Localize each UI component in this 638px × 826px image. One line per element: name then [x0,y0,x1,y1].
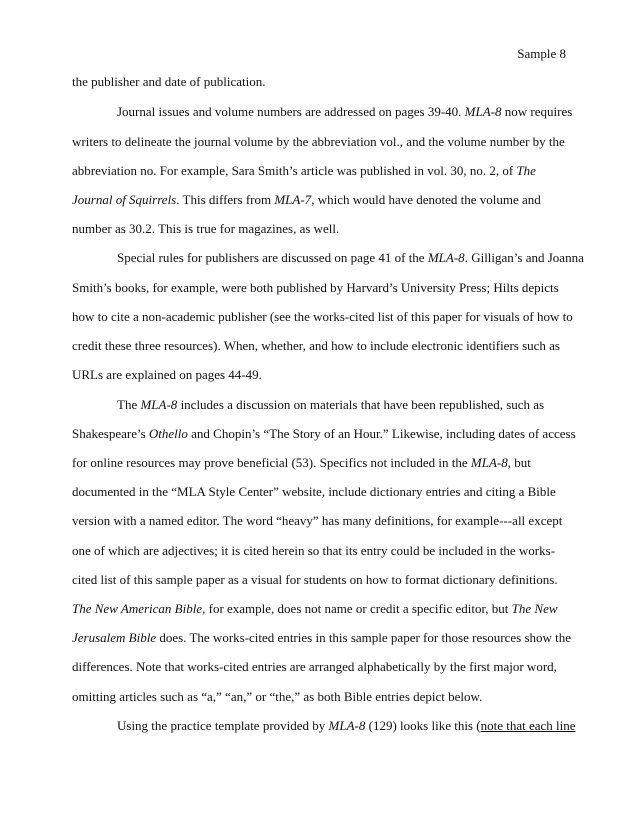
body-line: Shakespeare’s Othello and Chopin’s “The Story of an Hour.” Likewise, including dates of access [72,426,576,441]
body-line: cited list of this sample paper as a visual for students on how to format dictionary definitions. [72,572,558,587]
body-line: differences. Note that works-cited entries are arranged alphabetically by the first major word, [72,659,557,674]
running-head: Sample 8 [517,46,566,61]
body-line: Smith’s books, for example, were both published by Harvard’s University Press; Hilts depicts [72,280,559,295]
body-line: writers to delineate the journal volume by the abbreviation vol., and the volume number by the [72,134,565,149]
body-line: version with a named editor. The word “heavy” has many definitions, for example---all except [72,513,563,528]
paragraph-first-line: Special rules for publishers are discussed on page 41 of the MLA-8. Gilligan’s and Joanna [117,250,584,265]
paragraph-first-line: Using the practice template provided by MLA-8 (129) looks like this (note that each line [117,718,576,733]
body-line: The New American Bible, for example, does not name or credit a specific editor, but The New [72,601,558,616]
body-line: documented in the “MLA Style Center” website, include dictionary entries and citing a Bible [72,484,556,499]
body-line: credit these three resources). When, whether, and how to include electronic identifiers such as [72,338,560,353]
body-line: how to cite a non-academic publisher (see the works-cited list of this paper for visuals of how to [72,309,573,324]
body-line: Journal of Squirrels. This differs from MLA-7, which would have denoted the volume and [72,192,541,207]
body-line: Jerusalem Bible does. The works-cited entries in this sample paper for those resources show the [72,630,572,645]
paragraph-first-line: Journal issues and volume numbers are addressed on pages 39-40. MLA-8 now requires [117,104,573,119]
body-line: abbreviation no. For example, Sara Smith’s article was published in vol. 30, no. 2, of The [72,163,536,178]
body-line: one of which are adjectives; it is cited herein so that its entry could be included in the works- [72,543,556,558]
body-line: URLs are explained on pages 44-49. [72,367,262,382]
body-line: number as 30.2. This is true for magazines, as well. [72,221,340,236]
body-line: omitting articles such as “a,” “an,” or “the,” as both Bible entries depict below. [72,689,483,704]
body-line: for online resources may prove beneficial (53). Specifics not included in the MLA-8, but [72,455,531,470]
body-line: the publisher and date of publication. [72,74,266,89]
paragraph-first-line: The MLA-8 includes a discussion on materials that have been republished, such as [117,397,545,412]
